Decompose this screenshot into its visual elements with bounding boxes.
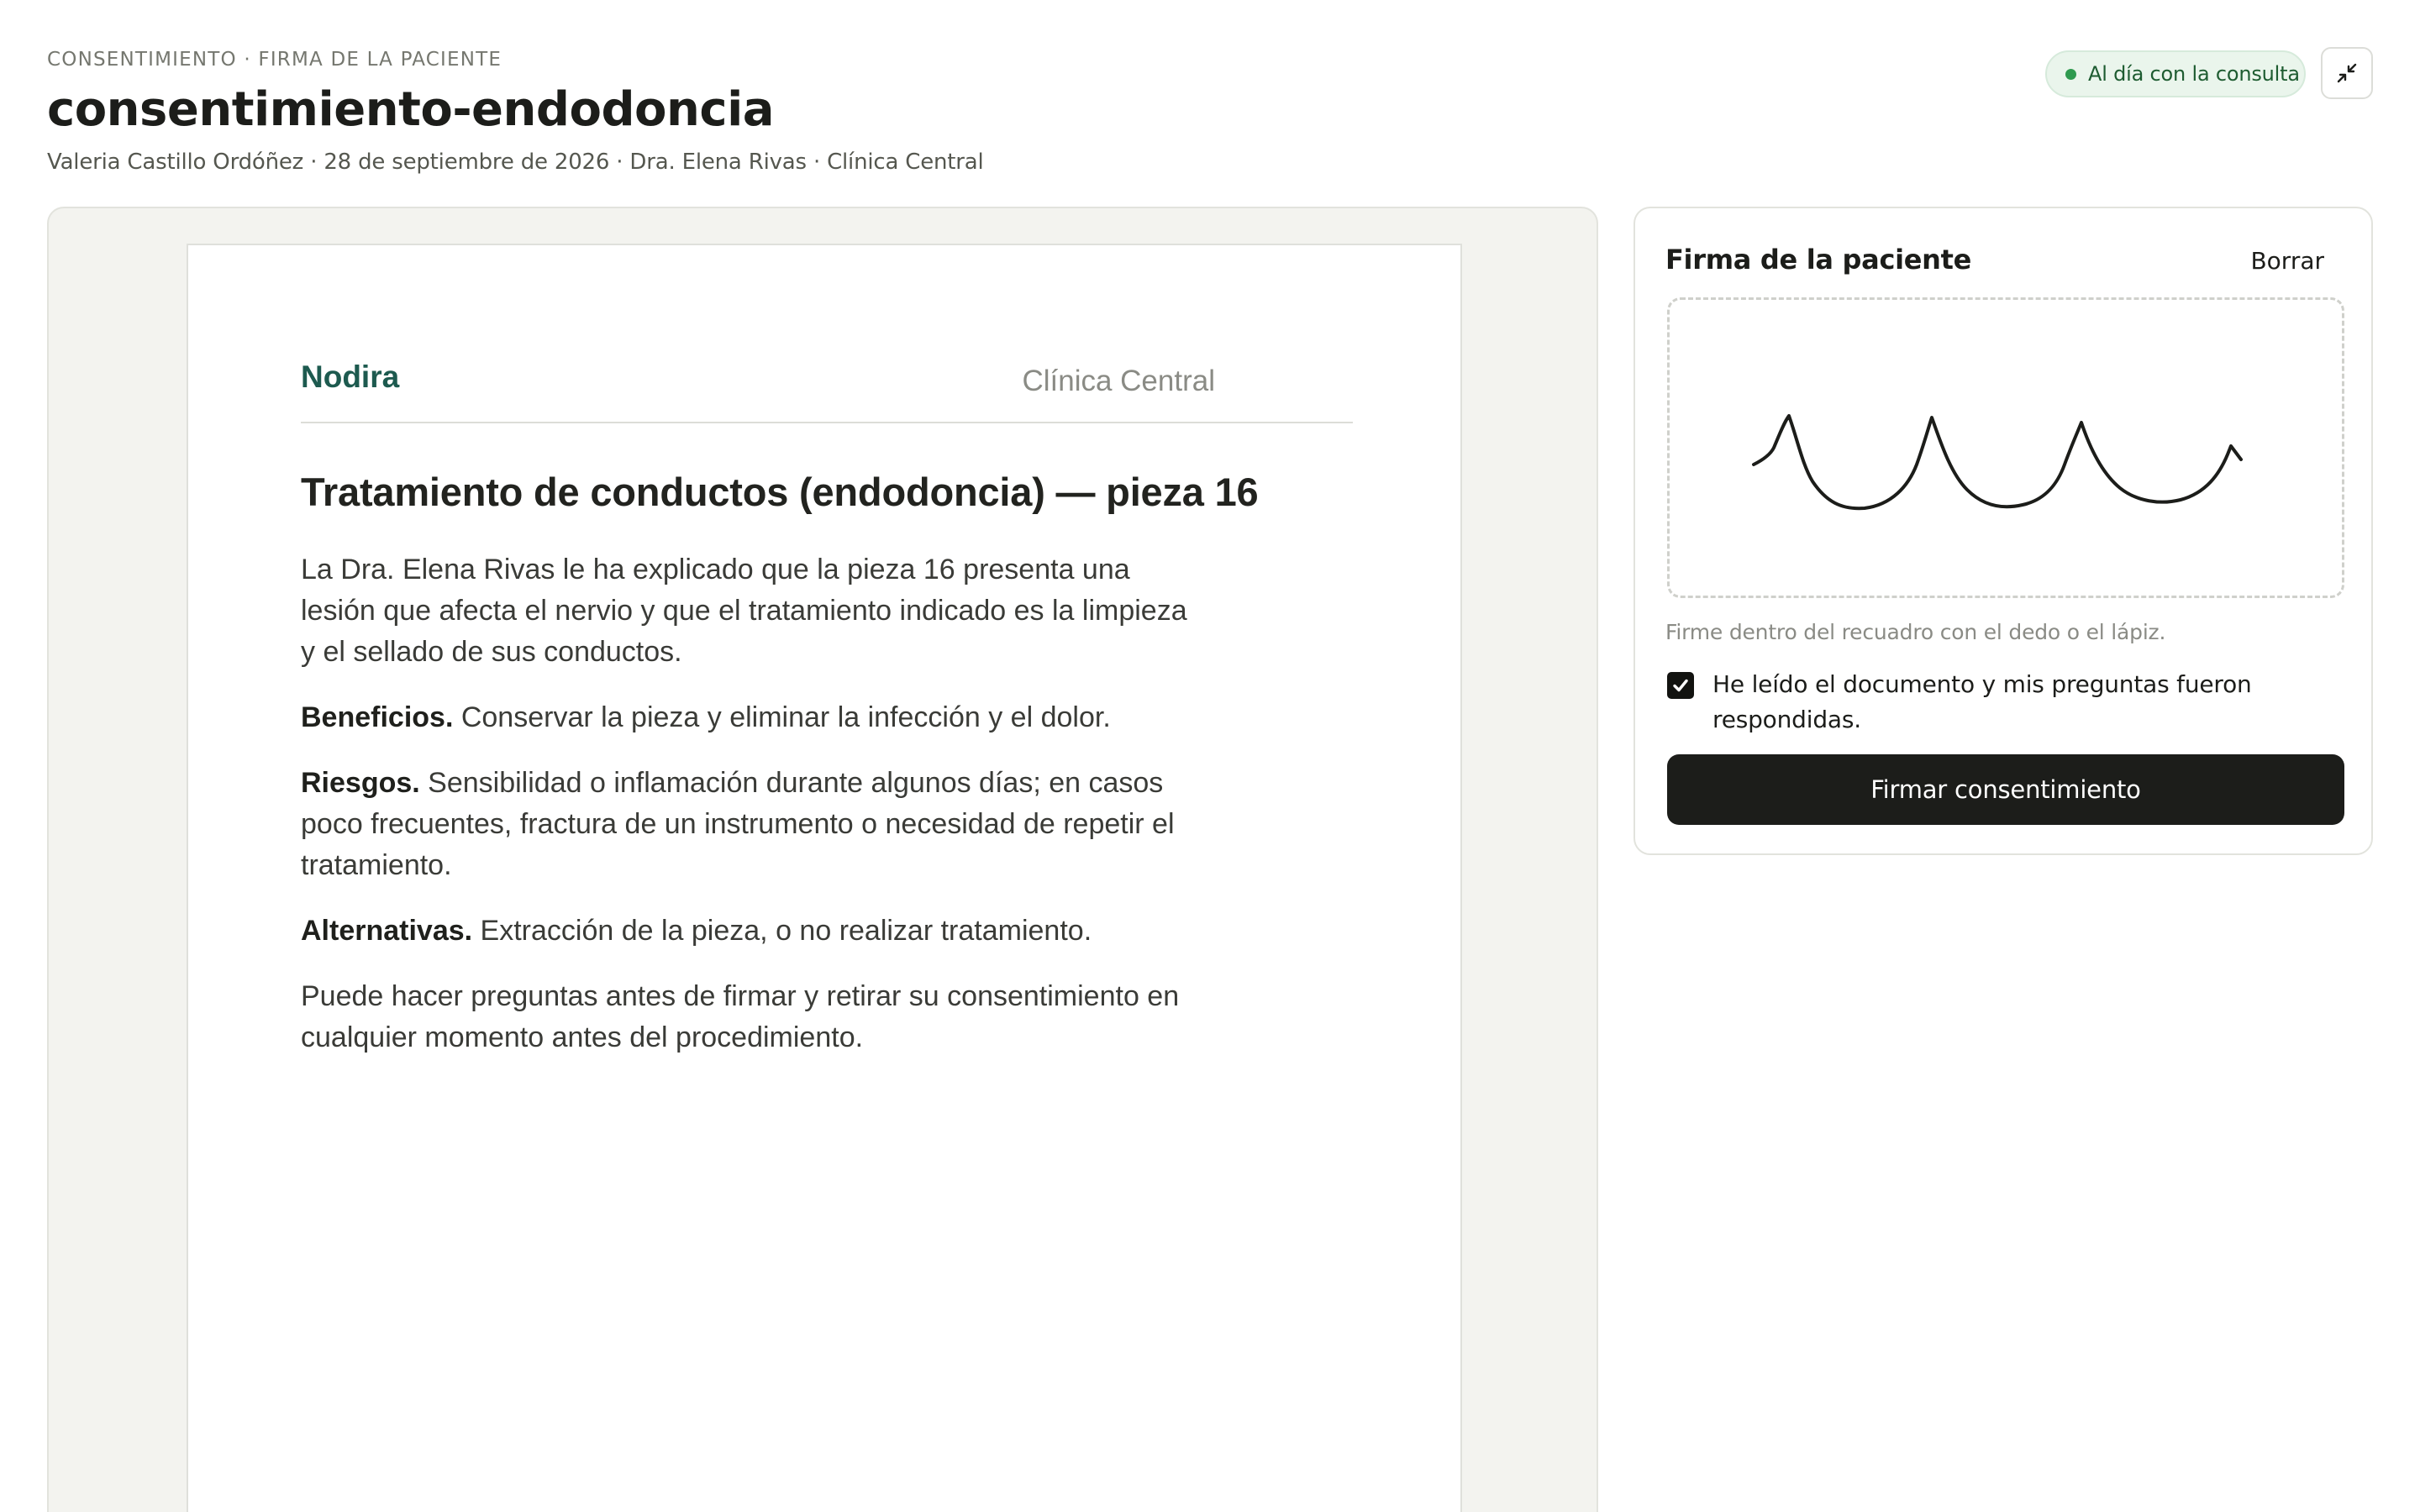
signature-pad[interactable]: [1667, 297, 2344, 598]
signature-title: Firma de la paciente: [1665, 244, 1972, 276]
document-alternatives: Alternativas. Extracción de la pieza, o no realizar tratamiento.: [301, 915, 1092, 947]
page-subtitle: Valeria Castillo Ordóñez · 28 de septiembre de 2026 · Dra. Elena Rivas · Clínica Central: [47, 150, 984, 175]
document-brand: Nodira: [301, 360, 400, 394]
collapse-button[interactable]: [2321, 47, 2373, 99]
signature-panel: [1634, 207, 2373, 855]
acknowledgement-checkbox[interactable]: [1667, 672, 1694, 699]
status-dot-icon: [2065, 69, 2076, 80]
check-icon: [1671, 676, 1690, 695]
signature-stroke: [1670, 300, 2347, 601]
collapse-icon: [2336, 62, 2358, 84]
document-clinic: Clínica Central: [1022, 365, 1215, 397]
document-heading: Tratamiento de conductos (endodoncia) — pieza 16: [301, 470, 1259, 514]
signature-hint: Firme dentro del recuadro con el dedo o el lápiz.: [1665, 620, 2166, 644]
document-divider: [301, 422, 1353, 423]
clear-signature-button[interactable]: Borrar: [2250, 247, 2324, 275]
page-title: consentimiento-endodoncia: [47, 82, 775, 137]
document-viewer[interactable]: [47, 207, 1598, 1512]
document-page: [187, 244, 1462, 1512]
acknowledgement-label[interactable]: He leído el documento y mis preguntas fueron respondidas.: [1712, 670, 2252, 733]
document-intro: La Dra. Elena Rivas le ha explicado que la pieza 16 presenta una lesión que afecta el nervio y que el tratamiento indicado es la limpieza y el sellado de sus conductos.: [301, 554, 1187, 668]
document-benefits: Beneficios. Conservar la pieza y eliminar la infección y el dolor.: [301, 701, 1111, 733]
document-closing: Puede hacer preguntas antes de firmar y retirar su consentimiento en cualquier momento antes del procedimiento.: [301, 980, 1180, 1053]
status-badge: [2045, 50, 2306, 97]
page-eyebrow: CONSENTIMIENTO · FIRMA DE LA PACIENTE: [47, 49, 502, 71]
sign-consent-button[interactable]: Firmar consentimiento: [1667, 754, 2344, 825]
document-body: [301, 549, 1192, 1083]
status-label: Al día con la consulta: [2088, 62, 2300, 86]
acknowledgement-row: [1667, 667, 2339, 738]
document-risks: Riesgos. Sensibilidad o inflamación durante algunos días; en casos poco frecuentes, fractura de un instrumento o necesidad de repetir el tratamiento.: [301, 767, 1175, 881]
